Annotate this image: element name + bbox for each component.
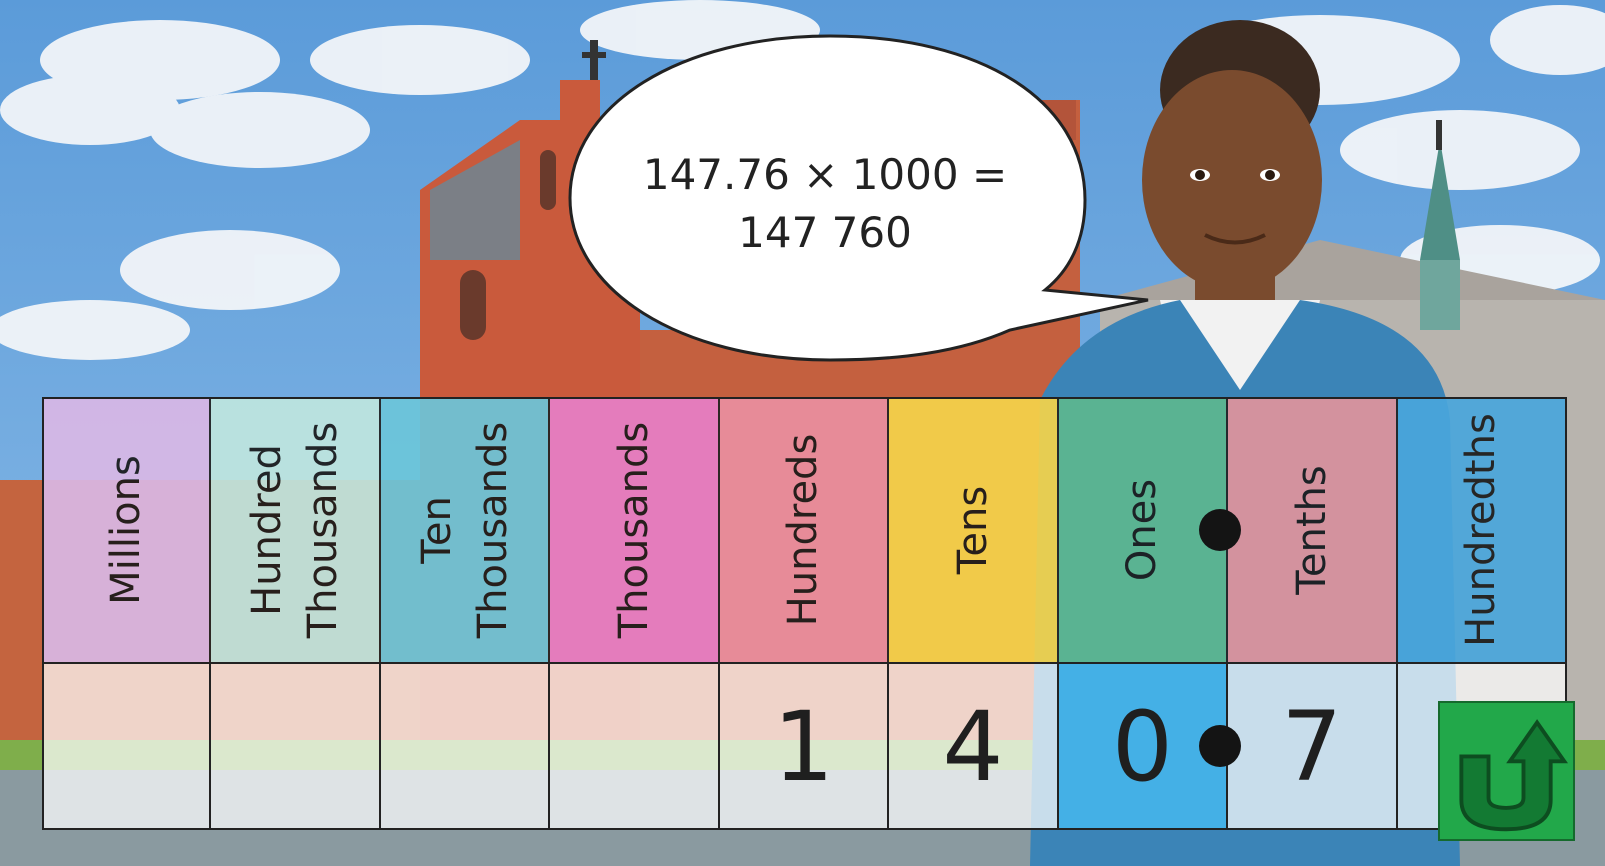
header-label: Hundredths: [1458, 413, 1505, 647]
value-cell-tens: [889, 663, 1058, 830]
digit: 1: [772, 691, 835, 803]
digit: 7: [1281, 691, 1343, 803]
value-cell-thousands: [550, 663, 719, 830]
decimal-point-value: [1199, 725, 1241, 767]
value-cell-millions: [42, 663, 211, 830]
header-label: Ten Thousands: [413, 421, 516, 639]
header-label: Hundreds: [780, 433, 827, 627]
header-hundredths: [1398, 397, 1567, 663]
speech-bubble: [600, 146, 1050, 262]
row-divider: [42, 662, 1567, 664]
value-cell-hundreds: [720, 663, 889, 830]
undo-arrow-icon: [1440, 703, 1573, 839]
header-label: Ones: [1119, 478, 1166, 582]
header-millions: [42, 397, 211, 663]
value-cell-hundred-thousands: [211, 663, 380, 830]
header-label: Tenths: [1288, 465, 1335, 595]
header-label: Tens: [949, 485, 996, 575]
header-tens: [889, 397, 1058, 663]
header-label: Millions: [102, 455, 149, 605]
decimal-point-header: [1199, 509, 1241, 551]
header-ten-thousands: [381, 397, 550, 663]
digit: 4: [942, 691, 1004, 803]
header-tenths: [1228, 397, 1397, 663]
header-hundred-thousands: [211, 397, 380, 663]
digit: 0: [1111, 691, 1173, 803]
header-label: Hundred Thousands: [244, 421, 347, 639]
value-cell-tenths: [1228, 663, 1397, 830]
value-cell-ten-thousands: [381, 663, 550, 830]
header-hundreds: [720, 397, 889, 663]
header-thousands: [550, 397, 719, 663]
header-label: Thousands: [611, 421, 658, 639]
undo-button[interactable]: [1438, 701, 1575, 841]
speech-line-2: 147 760: [738, 208, 912, 257]
speech-line-1: 147.76 × 1000 =: [642, 150, 1008, 199]
